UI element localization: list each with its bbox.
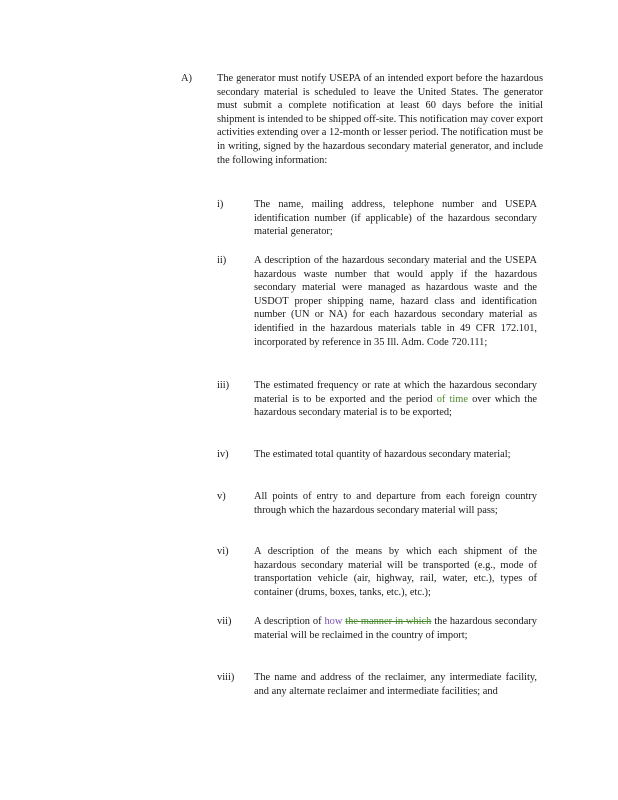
list-item-label: viii) [217,672,235,683]
list-item-label: iv) [217,449,229,460]
list-item-label: vii) [217,616,232,627]
inserted-text: of time [436,393,468,405]
inserted-text: how [324,616,343,627]
list-item-text: The name and address of the reclaimer, any intermediate facility, and any alternate reclaimer and intermediate facilities; and [254,672,537,697]
list-item-label: iii) [217,380,230,391]
list-item-label: ii) [217,255,227,266]
list-item-label: i) [217,199,224,210]
deleted-text: the manner in which [345,616,432,627]
list-item-label: vi) [217,546,229,557]
text-before: A description of [254,616,325,627]
section-a-text: The generator must notify USEPA of an intended export before the hazardous secondary material is scheduled to leave the United States. The generator must submit a complete notification at least 60 days before the initial shipment is intended to be shipped off-site. This notification may cover export activities extending over a 12-month or lesser period. The notification must be in writing, signed by the hazardous secondary material generator, and include the following information: [217,73,543,166]
list-item-text: All points of entry to and departure from each foreign country through which the hazardous secondary material will pass; [254,491,537,516]
text-after: over which the hazardous secondary material is to be exported; [254,393,537,419]
list-item-text: The estimated total quantity of hazardous secondary material; [254,449,511,460]
list-item-text: The name, mailing address, telephone number and USEPA identification number (if applicable) of the hazardous secondary material generator; [254,199,537,238]
list-item-text [254,615,537,642]
list-item-text: A description of the hazardous secondary material and the USEPA hazardous waste number that would apply if the hazardous secondary material were managed as hazardous waste and the USDOT proper shipping name, hazard class and identification number (UN or NA) for each hazardous secondary material as identified in the hazardous materials table in 49 CFR 172.101, incorporated by reference in 35 Ill. Adm. Code 720.111; [254,255,537,348]
section-a-label: A) [181,73,192,84]
text-before: The estimated frequency or rate at which the hazardous secondary material is to be exported and the period [254,380,537,405]
list-item-label: v) [217,491,226,502]
list-item-text: A description of the means by which each shipment of the hazardous secondary material will be transported (e.g., mode of transportation vehicle (air, highway, rail, water, etc.), types of container (drums, boxes, tanks, etc.), etc.); [254,546,537,598]
text-after: the hazardous secondary material will be reclaimed in the country of import; [254,616,537,641]
list-item-text [254,379,537,420]
